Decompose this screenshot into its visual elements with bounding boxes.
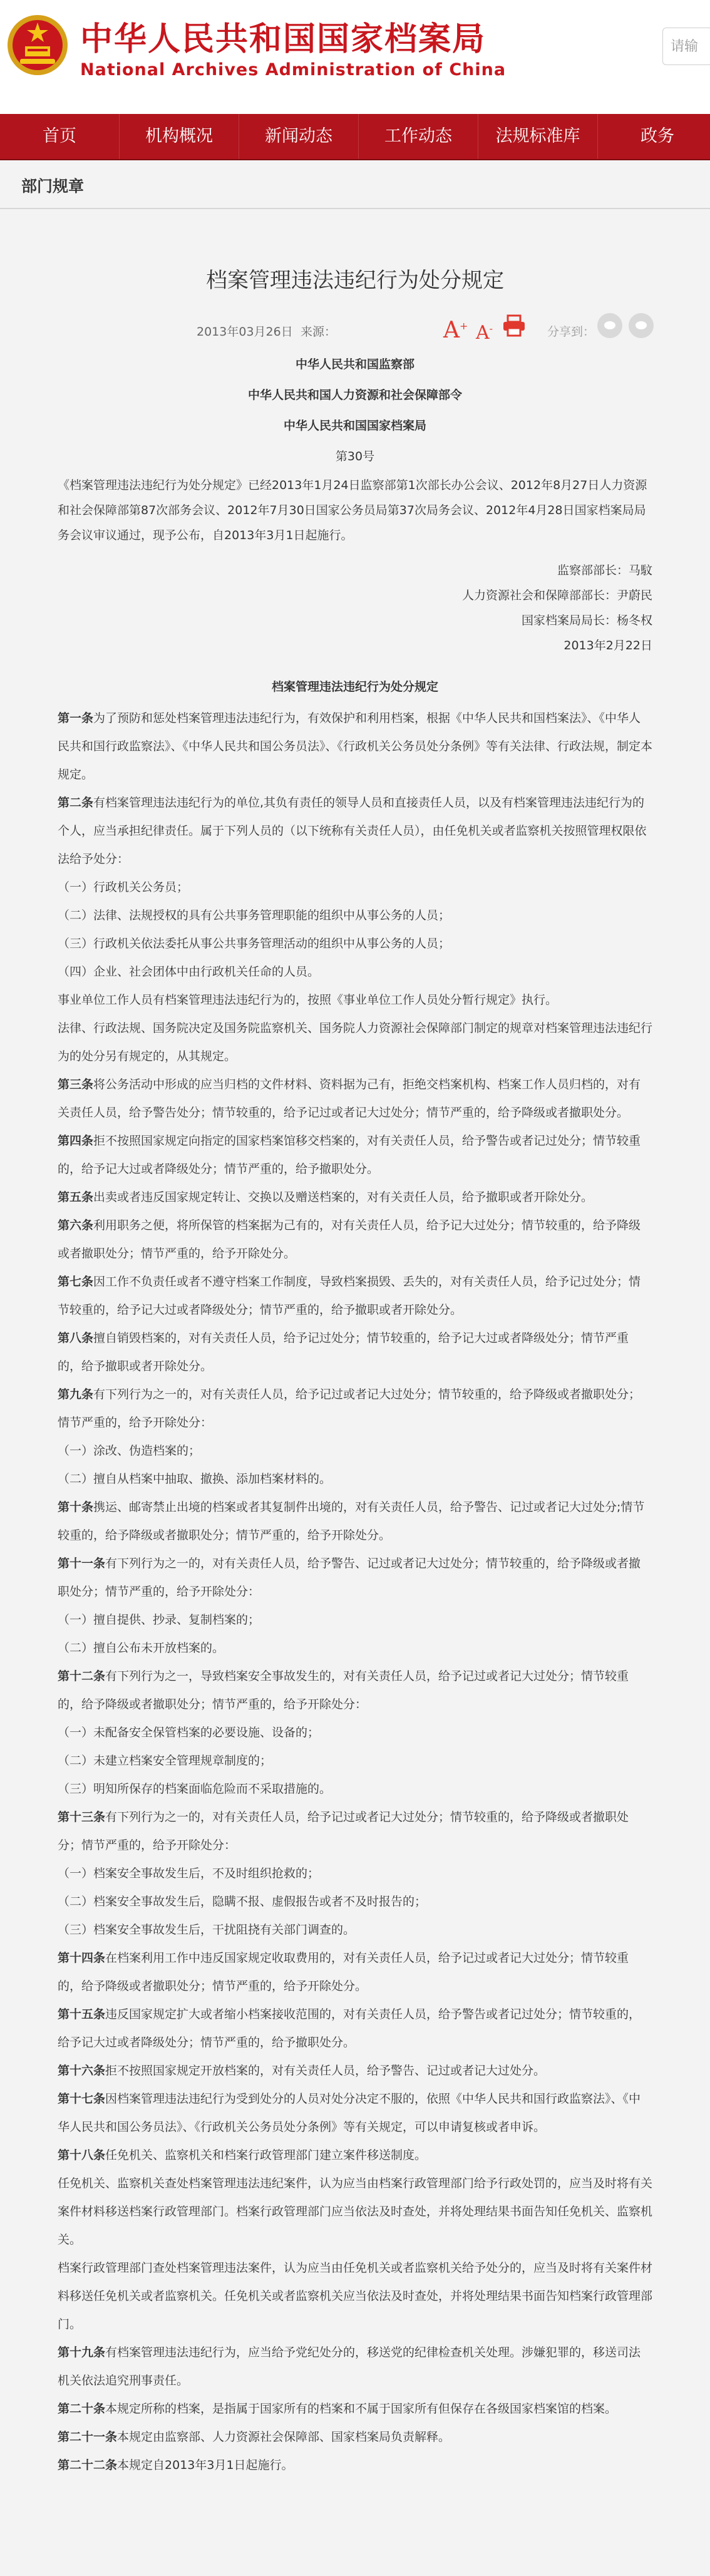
- nav-item-home[interactable]: 首页: [43, 126, 76, 146]
- article-clause: [58, 1324, 652, 1381]
- nav-item-about[interactable]: 机构概况: [119, 114, 239, 159]
- clause-text: 因工作不负责任或者不遵守档案工作制度，导致档案损毁、丢失的，对有关责任人员，给予记过处分；情节较重的，给予记大过或者降级处分；情节严重的，给予撤职或者开除处分。: [58, 1275, 641, 1317]
- clause-number: 第十条: [58, 1500, 94, 1514]
- clause-subitem: [58, 986, 652, 1014]
- article-clause: [58, 1183, 652, 1212]
- clause-subitem: [58, 1606, 652, 1634]
- clause-text: （一）涂改、伪造档案的；: [58, 1444, 201, 1458]
- clause-subitem: [58, 2254, 652, 2339]
- font-size-decrease-button[interactable]: A-: [476, 322, 493, 344]
- sign-date: 2013年2月22日: [563, 639, 652, 652]
- clause-number: 第十四条: [58, 1951, 106, 1965]
- site-header: [0, 0, 710, 114]
- clause-subitem: [58, 1860, 652, 1888]
- clause-text: （二）擅自从档案中抽取、撤换、添加档案材料的。: [58, 1472, 332, 1486]
- clause-text: 事业单位工作人员有档案管理违法违纪行为的，按照《事业单位工作人员处分暂行规定》执行。: [58, 993, 558, 1007]
- article-clause: [58, 1268, 652, 1324]
- clause-text: （三）行政机关依法委托从事公共事务管理活动的组织中从事公务的人员；: [58, 937, 451, 951]
- clause-text: 有下列行为之一，导致档案安全事故发生的，对有关责任人员，给予记过或者记大过处分；情节较重的，给予降级或者撤职处分；情节严重的，给予开除处分：: [58, 1669, 629, 1711]
- clause-text: （三）档案安全事故发生后，干扰阻挠有关部门调查的。: [58, 1923, 356, 1937]
- clause-text: 本规定由监察部、人力资源社会保障部、国家档案局负责解释。: [117, 2430, 451, 2444]
- article-clause: [58, 2423, 652, 2451]
- clause-number: 第十三条: [58, 1810, 106, 1824]
- clause-number: 第九条: [58, 1388, 94, 1401]
- article-date: 2013年03月26日: [197, 325, 293, 339]
- national-emblem-icon[interactable]: [6, 14, 69, 76]
- article-clause: [58, 2451, 652, 2480]
- clause-text: 携运、邮寄禁止出境的档案或者其复制件出境的，对有关责任人员，给予警告、记过或者记大过处分;情节较重的，给予降级或者撤职处分；情节严重的，给予开除处分。: [58, 1500, 645, 1542]
- clause-number: 第二十二条: [58, 2458, 118, 2472]
- clause-text: 拒不按照国家规定向指定的国家档案馆移交档案的，对有关责任人员，给予警告或者记过处分；情节较重的，给予记大过或者降级处分；情节严重的，给予撤职处分。: [58, 1134, 641, 1176]
- clause-number: 第八条: [58, 1331, 94, 1345]
- article-clause: [58, 2141, 652, 2170]
- article-clause: [58, 1212, 652, 1268]
- clause-text: （一）擅自提供、抄录、复制档案的；: [58, 1613, 260, 1627]
- font-size-increase-button[interactable]: A+: [443, 317, 468, 343]
- clause-text: （二）档案安全事故发生后，隐瞒不报、虚假报告或者不及时报告的；: [58, 1895, 427, 1909]
- clause-number: 第十七条: [58, 2092, 106, 2106]
- clause-subitem: [58, 1634, 652, 1662]
- clause-text: 有下列行为之一的，对有关责任人员，给予记过或者记大过处分；情节较重的，给予降级或者撤职处分；情节严重的，给予开除处分：: [58, 1388, 641, 1430]
- clause-number: 第二十条: [58, 2402, 106, 2416]
- order-number: 第30号: [335, 450, 375, 463]
- clause-number: 第五条: [58, 1190, 94, 1204]
- issuer-1: 中华人民共和国监察部: [295, 358, 414, 371]
- clause-number: 第十六条: [58, 2064, 106, 2078]
- article-clause: [58, 1493, 652, 1550]
- nav-item-news[interactable]: 新闻动态: [239, 114, 358, 159]
- clause-text: 因档案管理违法违纪行为受到处分的人员对处分决定不服的，依照《中华人民共和国行政监察法》、《中华人民共和国公务员法》、《行政机关公务员处分条例》等有关规定，可以申请复核或者申诉。: [58, 2092, 641, 2134]
- clause-text: 法律、行政法规、国务院决定及国务院监察机关、国务院人力资源社会保障部门制定的规章对档案管理违法违纪行为的处分另有规定的，从其规定。: [58, 1021, 653, 1063]
- clause-subitem: [58, 1014, 652, 1071]
- clause-text: （二）法律、法规授权的具有公共事务管理职能的组织中从事公务的人员；: [58, 909, 451, 922]
- clause-text: 任免机关、监察机关查处档案管理违法违纪案件，认为应当由档案行政管理部门给予行政处罚的，应当及时将有关案件材料移送档案行政管理部门。档案行政管理部门应当依法及时查处，并将处理结果书面告知任免机关、监察机关。: [58, 2177, 653, 2247]
- signer-1: 监察部部长：马馼: [557, 564, 652, 577]
- clause-subitem: [58, 1437, 652, 1465]
- clause-number: 第六条: [58, 1218, 94, 1232]
- article-clause: [58, 2395, 652, 2423]
- clause-number: 第四条: [58, 1134, 94, 1148]
- clause-number: 第三条: [58, 1078, 94, 1091]
- clause-text: 任免机关、监察机关和档案行政管理部门建立案件移送制度。: [105, 2148, 427, 2162]
- clause-text: （一）行政机关公务员；: [58, 880, 189, 894]
- clause-subitem: [58, 1747, 652, 1775]
- clause-number: 第七条: [58, 1275, 94, 1289]
- clause-subitem: [58, 1719, 652, 1747]
- clause-subitem: [58, 873, 652, 902]
- issuer-3: 中华人民共和国国家档案局: [283, 419, 426, 433]
- clause-text: 拒不按照国家规定开放档案的，对有关责任人员，给予警告、记过或者记大过处分。: [105, 2064, 546, 2078]
- clause-text: （一）档案安全事故发生后，不及时组织抢救的；: [58, 1867, 320, 1880]
- clause-subitem: [58, 1916, 652, 1944]
- clause-text: 档案行政管理部门查处档案管理违法案件，认为应当由任免机关或者监察机关给予处分的，应当及时将有关案件材料移送任免机关或者监察机关。任免机关或者监察机关应当依法及时查处，并将处理结果书面告知档案行政管理部门。: [58, 2261, 653, 2331]
- regulation-body: [58, 704, 652, 2480]
- search-input[interactable]: 请输: [662, 28, 710, 65]
- clause-text: 有档案管理违法违纪行为，应当给予党纪处分的，移送党的纪律检查机关处理。涉嫌犯罪的，移送司法机关依法追究刑事责任。: [58, 2346, 641, 2388]
- clause-subitem: [58, 1775, 652, 1803]
- clause-text: 出卖或者违反国家规定转让、交换以及赠送档案的，对有关责任人员，给予撤职或者开除处分。: [93, 1190, 594, 1204]
- article-clause: [58, 2339, 652, 2395]
- signer-3: 国家档案局局长：杨冬权: [521, 614, 652, 627]
- clause-text: 将公务活动中形成的应当归档的文件材料、资料据为己有，拒绝交档案机构、档案工作人员归档的，对有关责任人员，给予警告处分；情节较重的，给予记过或者记大过处分；情节严重的，给予降级或者撤职处分。: [58, 1078, 641, 1120]
- intro-paragraph: 《档案管理违法违纪行为处分规定》已经2013年1月24日监察部第1次部长办公会议、2012年8月27日人力资源和社会保障部第87次部务会议、2012年7月30日国家公务员局第37次局务会议、2012年4月28日国家档案局局务会议审议通过，现予公布，自2013年3月1日起施行。: [58, 478, 647, 542]
- wechat-share-icon[interactable]: [597, 313, 622, 338]
- article-clause: [58, 704, 652, 789]
- signer-2: 人力资源社会和保障部部长：尹蔚民: [461, 589, 652, 602]
- clause-text: 有档案管理违法违纪行为的单位,其负有责任的领导人员和直接责任人员，以及有档案管理违法违纪行为的个人，应当承担纪律责任。属于下列人员的（以下统称有关责任人员），由任免机关或者监察机关按照管理权限依法给予处分：: [58, 796, 647, 866]
- clause-text: 利用职务之便，将所保管的档案据为己有的，对有关责任人员，给予记大过处分；情节较重的，给予降级或者撤职处分；情节严重的，给予开除处分。: [58, 1218, 641, 1260]
- clause-text: 违反国家规定扩大或者缩小档案接收范围的，对有关责任人员，给予警告或者记过处分；情节较重的，给予记大过或者降级处分；情节严重的，给予撤职处分。: [58, 2007, 641, 2049]
- article-clause: [58, 1803, 652, 1860]
- signers-block: [58, 558, 652, 658]
- clause-subitem: [58, 930, 652, 958]
- clause-subitem: [58, 2170, 652, 2254]
- clause-subitem: [58, 902, 652, 930]
- clause-text: 在档案利用工作中违反国家规定收取费用的，对有关责任人员，给予记过或者记大过处分；情节较重的，给予降级或者撤职处分；情节严重的，给予开除处分。: [58, 1951, 629, 1993]
- clause-number: 第二条: [58, 796, 94, 810]
- nav-item-regulations[interactable]: 法规标准库: [478, 114, 597, 159]
- regulation-title: 档案管理违法违纪行为处分规定: [271, 680, 438, 694]
- clause-number: 第十八条: [58, 2148, 106, 2162]
- article-clause: [58, 1550, 652, 1606]
- clause-text: （二）未建立档案安全管理规章制度的；: [58, 1754, 272, 1768]
- clause-subitem: [58, 958, 652, 986]
- clause-text: （四）企业、社会团体中由行政机关任命的人员。: [58, 965, 320, 979]
- article-clause: [58, 1662, 652, 1719]
- issuer-2: 中华人民共和国人力资源和社会保障部令: [247, 388, 462, 402]
- article: [0, 262, 710, 2480]
- clause-text: 本规定自2013年3月1日起施行。: [117, 2458, 294, 2472]
- print-icon[interactable]: [502, 314, 526, 337]
- article-title: 档案管理违法违纪行为处分规定: [206, 268, 504, 293]
- clause-subitem: [58, 1888, 652, 1916]
- article-clause: [58, 1071, 652, 1127]
- clause-number: 第二十一条: [58, 2430, 118, 2444]
- article-clause: [58, 1381, 652, 1437]
- nav-item-work[interactable]: 工作动态: [358, 114, 478, 159]
- clause-text: （二）擅自公布未开放档案的。: [58, 1641, 225, 1655]
- clause-text: 擅自销毁档案的，对有关责任人员，给予记过处分；情节较重的，给予记大过或者降级处分；情节严重的，给予撤职或者开除处分。: [58, 1331, 629, 1373]
- clause-number: 第十一条: [58, 1557, 106, 1570]
- article-clause: [58, 789, 652, 873]
- clause-number: 第一条: [58, 711, 94, 725]
- article-clause: [58, 1944, 652, 2001]
- clause-number: 第十五条: [58, 2007, 106, 2021]
- clause-number: 第十九条: [58, 2346, 106, 2359]
- clause-text: （三）明知所保存的档案面临危险而不采取措施的。: [58, 1782, 332, 1796]
- article-source-label: 来源：: [301, 325, 337, 339]
- clause-number: 第十二条: [58, 1669, 106, 1683]
- section-header: [0, 160, 710, 209]
- article-clause: [58, 2001, 652, 2057]
- weibo-share-icon[interactable]: [629, 313, 654, 338]
- article-clause: [58, 1127, 652, 1183]
- article-clause: [58, 2085, 652, 2141]
- site-title-chinese[interactable]: 中华人民共和国国家档案局: [80, 21, 486, 58]
- clause-subitem: [58, 1465, 652, 1493]
- article-meta: [58, 306, 652, 349]
- clause-text: 本规定所称的档案，是指属于国家所有的档案和不属于国家所有但保存在各级国家档案馆的档案。: [105, 2402, 617, 2416]
- clause-text: 有下列行为之一的，对有关责任人员，给予记过或者记大过处分；情节较重的，给予降级或者撤职处分；情节严重的，给予开除处分：: [58, 1810, 629, 1852]
- share-label: 分享到：: [547, 325, 595, 339]
- site-title-english[interactable]: National Archives Administration of China: [80, 60, 507, 80]
- nav-item-government[interactable]: 政务: [597, 114, 710, 159]
- article-clause: [58, 2057, 652, 2085]
- clause-text: 为了预防和惩处档案管理违法违纪行为，有效保护和利用档案，根据《中华人民共和国档案法》、《中华人民共和国行政监察法》、《中华人民共和国公务员法》、《行政机关公务员处分条例》等有关法律、行政法规，制定本规定。: [58, 711, 653, 781]
- clause-text: （一）未配备安全保管档案的必要设施、设备的；: [58, 1726, 320, 1739]
- section-title: 部门规章: [21, 177, 85, 195]
- clause-text: 有下列行为之一的，对有关责任人员，给予警告、记过或者记大过处分；情节较重的，给予降级或者撤职处分；情节严重的，给予开除处分：: [58, 1557, 641, 1599]
- main-nav: [0, 114, 710, 160]
